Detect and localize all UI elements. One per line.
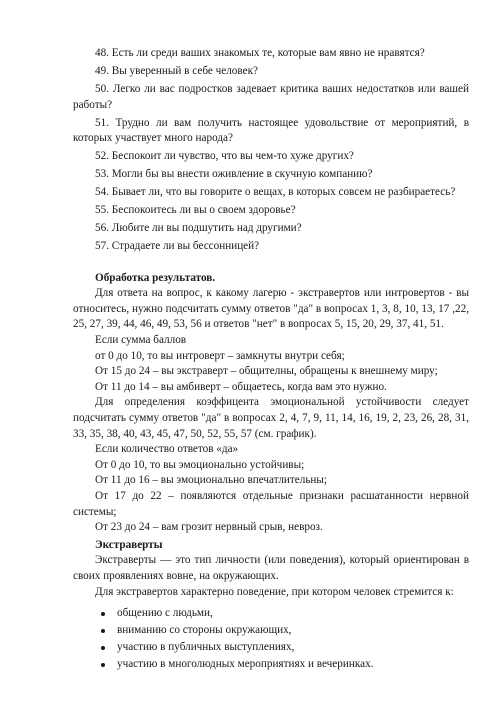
stability-intro: Для определения коэффицента эмоциональной устойчивости следует подсчитать сумму ответов "да" в вопросах 2, 4, 7, 9, 11, 14, 16, 19, 2, 23, 26, 28, 31, 33, 35, 38, 40, 43, 45, 47, 50, 52, 55, 57 (см. график). [73,396,469,440]
range-item: От 15 до 24 – вы экстраверт – общителны, обращены к внешнему миру; [95,365,438,378]
question-item: 54. Бывает ли, что вы говорите о вещах, в которых совсем не разбираетесь? [95,186,456,199]
stability-range-item: От 23 до 24 – вам грозит нервный срыв, невроз. [95,521,323,534]
count-label: Если количество ответов «да» [95,443,239,456]
question-item: 48. Есть ли среди ваших знакомых те, которые вам явно не нравятся? [95,47,425,59]
stability-range-item: От 11 до 16 – вы эмоционально впечатлительны; [95,474,328,487]
question-item: 52. Беспокоит ли чувство, что вы чем-то хуже других? [95,150,354,163]
sum-label: Если сумма баллов [95,334,187,347]
list-item: общению с людьми, [107,606,469,622]
question-item: 56. Любите ли вы подшутить над другими? [95,222,302,235]
range-item: От 11 до 14 – вы амбиверт – общаетесь, когда вам это нужно. [95,380,387,393]
bullet-icon [101,629,105,633]
question-item: 49. Вы уверенный в себе человек? [95,64,258,77]
list-item: вниманию со стороны окружающих, [107,623,469,639]
extraverts-bullet-list [73,606,469,673]
stability-range-item: От 17 до 22 – появляются отдельные признаки расшатанности нервной системы; [73,489,469,518]
results-heading: Обработка результатов. [95,271,216,284]
question-item: 55. Беспокоитесь ли вы о своем здоровье? [95,204,296,217]
extraverts-behavior-intro: Для экстравертов характерно поведение, при котором человек стремится к: [95,585,454,598]
question-item: 57. Страдаете ли вы бессонницей? [95,240,260,253]
page-content [73,46,469,674]
list-item: участию в многолюдных мероприятиях и вечеринках. [107,657,469,673]
bullet-icon [101,646,105,650]
extraverts-definition: Экстраверты — это тип личности (или поведения), который ориентирован в своих проявлениях вовне, на окружающих. [73,554,469,582]
questionnaire-list [73,46,469,255]
extraverts-heading: Экстраверты [95,538,163,551]
stability-range-item: От 0 до 10, то вы эмоционально устойчивы; [95,458,305,471]
question-item: 53. Могли бы вы внести оживление в скучную компанию? [95,168,373,181]
question-item: 50. Легко ли вас подростков задевает критика ваших недостатков или вашей работы? [73,82,469,111]
results-intro: Для ответа на вопрос, к какому лагерю - экстравертов или интровертов - вы относитесь, нужно подсчитать сумму ответов "да" в вопросах 1, 3, 8, 10, 13, 17 ,22, 25, 27, 39, 44, 46, 49, 53, 56 и ответов "нет" в вопросах 5, 15, 20, 29, 37, 41, 51. [73,287,469,331]
bullet-icon [101,612,105,616]
question-item: 51. Трудно ли вам получить настоящее удовольствие от мероприятий, в которых участвует много народа? [73,116,469,145]
range-item: от 0 до 10, то вы интроверт – замкнуты внутри себя; [95,349,345,362]
bullet-icon [101,663,105,667]
list-item: участию в публичных выступлениях, [107,640,469,656]
